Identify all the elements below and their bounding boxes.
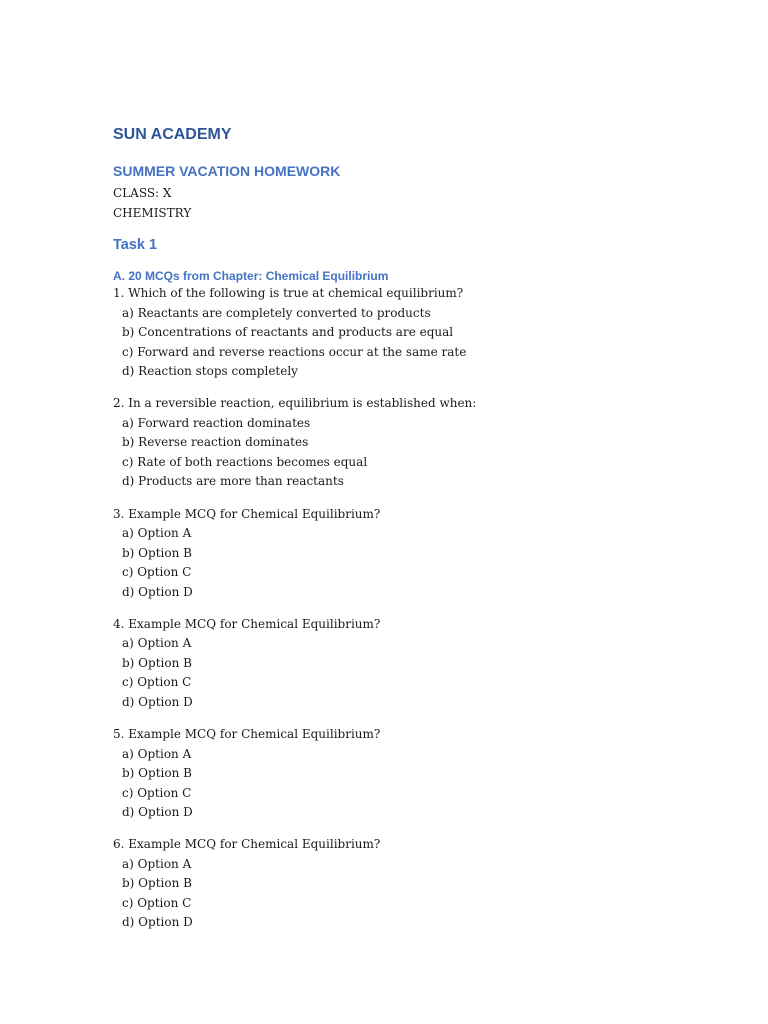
question-list [113, 284, 768, 933]
question-5 [113, 725, 768, 823]
option-b: b) Concentrations of reactants and products are equal [122, 325, 454, 339]
question-3 [113, 505, 768, 603]
option-a: a) Forward reaction dominates [122, 415, 311, 430]
school-name: SUN ACADEMY [113, 126, 232, 143]
class-label: CLASS: X [113, 186, 172, 200]
option-d: d) Option D [122, 584, 193, 599]
option-d: d) Option D [122, 915, 193, 930]
question-text: 2. In a reversible reaction, equilibrium is established when: [113, 396, 477, 411]
question-text: 5. Example MCQ for Chemical Equilibrium? [113, 727, 381, 742]
task-heading: Task 1 [113, 237, 158, 253]
option-c: c) Option C [122, 675, 192, 690]
option-a: a) Option A [122, 636, 192, 651]
option-b: b) Option B [122, 766, 192, 781]
option-a: a) Option A [122, 526, 192, 541]
question-text: 6. Example MCQ for Chemical Equilibrium? [113, 837, 381, 852]
question-1 [113, 284, 768, 382]
option-b: b) Option B [122, 545, 192, 560]
question-text: 1. Which of the following is true at chemical equilibrium? [113, 286, 464, 300]
subject-label: CHEMISTRY [113, 205, 192, 220]
question-text: 3. Example MCQ for Chemical Equilibrium? [113, 506, 381, 521]
option-c: c) Option C [122, 895, 192, 910]
option-d: d) Option D [122, 805, 193, 820]
option-a: a) Option A [122, 856, 192, 871]
option-d: d) Option D [122, 694, 193, 709]
question-text: 4. Example MCQ for Chemical Equilibrium? [113, 616, 381, 631]
option-b: b) Option B [122, 655, 192, 670]
option-d: d) Products are more than reactants [122, 474, 344, 489]
option-a: a) Reactants are completely converted to products [122, 305, 431, 320]
homework-title: SUMMER VACATION HOMEWORK [113, 163, 341, 179]
option-c: c) Rate of both reactions becomes equal [122, 454, 368, 469]
option-c: c) Option C [122, 785, 192, 800]
option-d: d) Reaction stops completely [122, 364, 298, 378]
question-6 [113, 835, 768, 933]
option-a: a) Option A [122, 746, 192, 761]
option-b: b) Reverse reaction dominates [122, 435, 309, 450]
option-b: b) Option B [122, 876, 192, 891]
option-c: c) Forward and reverse reactions occur at the same rate [122, 344, 467, 359]
option-c: c) Option C [122, 565, 192, 580]
question-4 [113, 615, 768, 713]
section-heading: A. 20 MCQs from Chapter: Chemical Equilibrium [113, 269, 389, 283]
question-2 [113, 394, 768, 492]
